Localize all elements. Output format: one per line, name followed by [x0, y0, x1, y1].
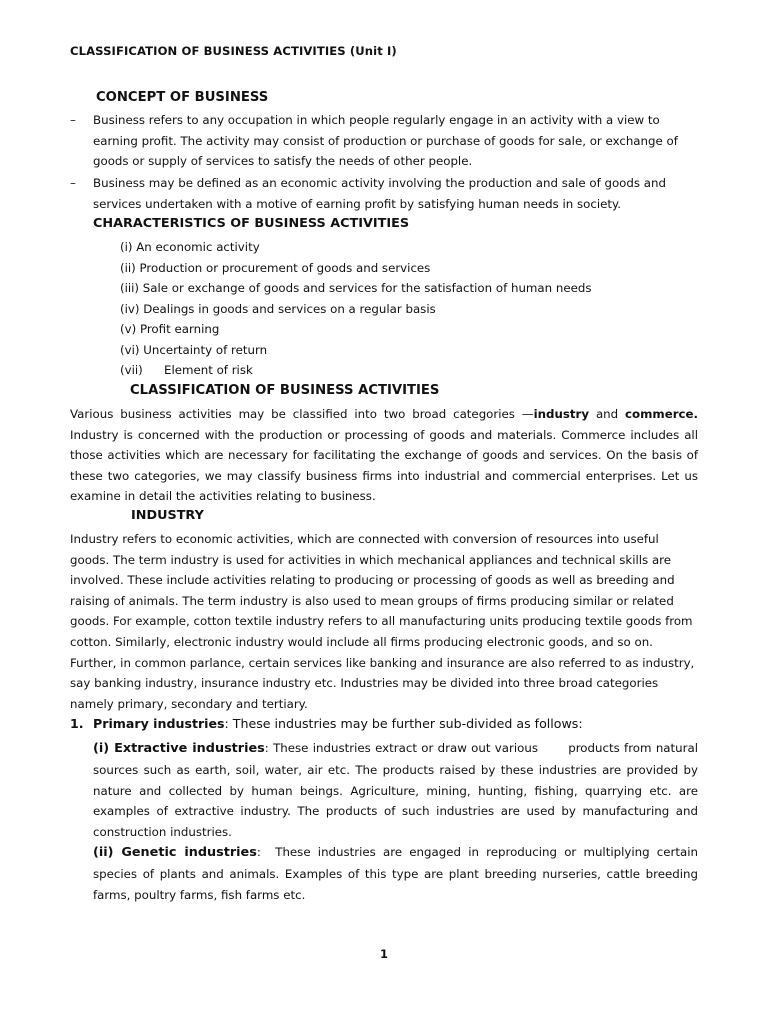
- list-item: [120, 319, 592, 340]
- industry-heading: INDUSTRY: [131, 508, 204, 523]
- list-item-text: Element of risk: [164, 363, 253, 377]
- term-commerce: commerce.: [625, 407, 699, 421]
- list-item-text: Profit earning: [139, 322, 220, 336]
- list-item-number: (vii): [120, 363, 143, 377]
- concept-bullet-text: Business may be defined as an economic activity involving the production and sale of goods and services undertaken with a motive of earning profit by satisfying human needs in society.: [93, 176, 666, 211]
- genetic-industries-text: : These industries are engaged in reproducing or multiplying certain species of plants and animals. Examples of this type are plant breeding nurseries, cattle breeding farms, poultry farms, fish farms etc.: [93, 845, 702, 902]
- industry-paragraph: Industry refers to economic activities, which are connected with conversion of resources into useful goods. The term industry is used for activities in which mechanical appliances and technical skills are involved. These include activities relating to producing or processing of goods as well as breeding and raising of animals. The term industry is also used to mean groups of firms producing similar or related goods. For example, cotton textile industry refers to all manufacturing units producing textile goods from cotton. Similarly, electronic industry would include all firms producing electronic goods, and so on. Further, in common parlance, certain services like banking and insurance are also referred to as industry, say banking industry, insurance industry etc. Industries may be divided into three broad categories namely primary, secondary and tertiary.: [70, 532, 695, 711]
- extractive-industries-text: : These industries extract or draw out various products from natural sources such as earth, soil, water, air etc. The products raised by these industries are provided by nature and collected by human beings. Agriculture, mining, hunting, fishing, quarrying etc. are examples of extractive industry. The products of such industries are used by manufacturing and construction industries.: [93, 741, 702, 840]
- extractive-industries-label: (i) Extractive industries: [93, 741, 265, 756]
- classification-intro-text: Various business activities may be classified into two broad categories —: [70, 407, 534, 421]
- list-item: [120, 237, 592, 258]
- characteristics-heading: CHARACTERISTICS OF BUSINESS ACTIVITIES: [93, 216, 410, 231]
- concept-heading: CONCEPT OF BUSINESS: [96, 90, 269, 105]
- document-title: CLASSIFICATION OF BUSINESS ACTIVITIES (Unit I): [70, 44, 397, 58]
- list-item-text: An economic activity: [136, 240, 260, 254]
- list-item-number: (iv): [120, 301, 140, 316]
- list-item-number: (v): [120, 322, 137, 336]
- list-number: 1.: [70, 716, 84, 731]
- characteristics-list: [120, 237, 592, 381]
- list-item-number: (vi): [120, 342, 140, 357]
- list-item-number: (iii): [120, 281, 140, 295]
- list-item: [120, 299, 592, 320]
- concept-bullet-2: [70, 173, 700, 214]
- primary-industries-item: [70, 714, 583, 734]
- list-item-text: Sale or exchange of goods and services for the satisfaction of human needs: [142, 281, 592, 295]
- list-item: [120, 340, 592, 361]
- list-item: [120, 258, 592, 279]
- list-item-number: (i): [120, 240, 133, 254]
- primary-industries-label: Primary industries: [93, 716, 225, 731]
- classification-paragraph: [70, 404, 698, 507]
- list-item-number: (ii): [120, 260, 136, 275]
- classification-heading: CLASSIFICATION OF BUSINESS ACTIVITIES: [130, 383, 440, 398]
- list-item-text: Dealings in goods and services on a regular basis: [143, 301, 436, 316]
- list-item-text: Uncertainty of return: [143, 342, 268, 357]
- bullet-dash: –: [70, 176, 76, 190]
- concept-bullet-1: [70, 110, 700, 172]
- primary-industries-text: : These industries may be further sub-divided as follows:: [224, 716, 583, 731]
- genetic-industries-paragraph: [93, 842, 702, 905]
- bullet-dash: –: [70, 113, 76, 127]
- list-item: [120, 278, 592, 299]
- page-number: 1: [380, 947, 389, 961]
- list-item: [120, 360, 592, 381]
- term-industry: industry: [533, 407, 590, 421]
- concept-bullet-text: Business refers to any occupation in which people regularly engage in an activity with a view to earning profit. The activity may consist of production or purchase of goods for sale, or exchange of goods or supply of services to satisfy the needs of other people.: [93, 113, 678, 168]
- classification-body-text: Industry is concerned with the production or processing of goods and materials. Commerce includes all those activities which are necessary for facilitating the exchange of goods and services. On the basis of these two categories, we may classify business firms into industrial and commercial enterprises. Let us examine in detail the activities relating to business.: [70, 427, 698, 504]
- classification-and-text: and: [589, 407, 626, 421]
- list-item-text: Production or procurement of goods and services: [139, 260, 431, 275]
- extractive-industries-paragraph: [93, 738, 702, 843]
- genetic-industries-label: (ii) Genetic industries: [93, 845, 257, 860]
